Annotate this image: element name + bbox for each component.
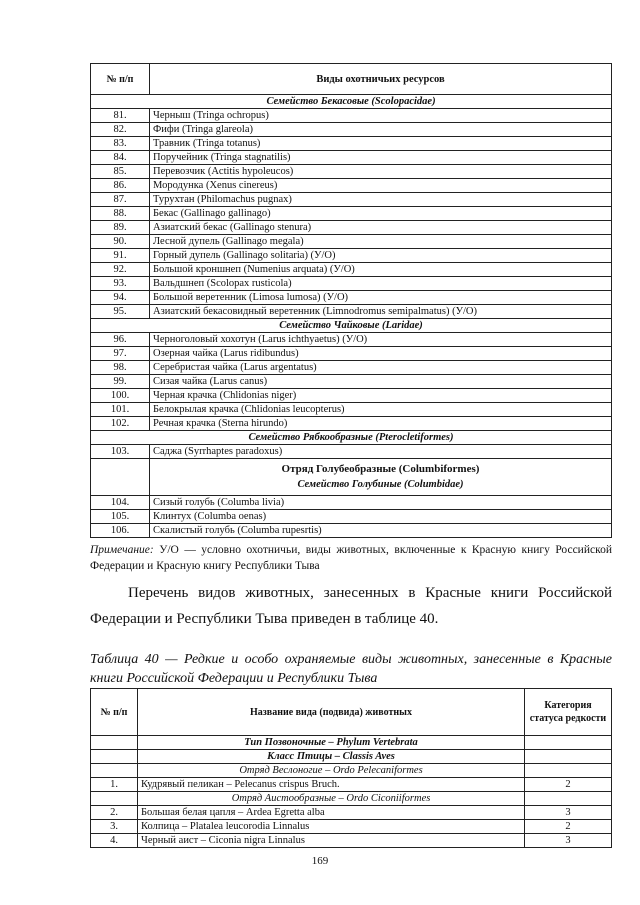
row-number: 92. [91,263,150,277]
table-row [91,417,612,431]
species-name: Большой кроншнеп (Numenius arquata) (У/О) [150,263,612,277]
row-number: 101. [91,403,150,417]
species-name: Речная крачка (Sterna hirundo) [150,417,612,431]
family-heading: Семейство Рябкообразные (Pterocletiformes) [91,431,612,445]
species-name: Сизый голубь (Columba livia) [150,496,612,510]
table-row [91,123,612,137]
row-number: 105. [91,510,150,524]
header-number: № п/п [91,689,138,736]
species-name: Черныш (Tringa ochropus) [150,109,612,123]
species-name: Скалистый голубь (Columba rupesrtis) [150,524,612,538]
header-species-name: Название вида (подвида) животных [138,689,525,736]
species-name: Фифи (Tringa glareola) [150,123,612,137]
table-row [91,778,612,792]
taxon-heading: Отряд Аистообразные – Ordo Ciconiiformes [138,792,525,806]
species-name: Большой веретенник (Limosa lumosa) (У/О) [150,291,612,305]
table-row [91,165,612,179]
table-note [90,542,612,574]
table-row [91,375,612,389]
species-name: Колпица – Platalea leucorodia Linnalus [138,820,525,834]
row-number: 88. [91,207,150,221]
table-row [91,820,612,834]
taxon-heading: Класс Птицы – Classis Aves [138,750,525,764]
table-caption: Таблица 40 — Редкие и особо охраняемые виды животных, занесенные в Красные книги Российской Федерации и Республики Тыва [90,652,612,686]
row-number: 106. [91,524,150,538]
species-name: Мородунка (Xenus cinereus) [150,179,612,193]
row-number: 81. [91,109,150,123]
order-title: Отряд Голубеобразные (Columbiformes) [281,463,480,475]
empty-status-cell [525,750,612,764]
table-row [91,806,612,820]
species-name: Большая белая цапля – Ardea Egretta alba [138,806,525,820]
hunting-resources-body [91,95,612,538]
table-row [91,403,612,417]
table-row [91,510,612,524]
species-name: Азиатский бекасовидный веретенник (Limnodromus semipalmatus) (У/О) [150,305,612,319]
order-family-subtitle: Семейство Голубиные (Columbidae) [297,479,464,490]
species-name: Белокрылая крачка (Chlidonias leucopterus) [150,403,612,417]
table-row [91,333,612,347]
taxon-heading: Тип Позвоночные – Phylum Vertebrata [138,736,525,750]
table-row [91,263,612,277]
row-number: 103. [91,445,150,459]
table-row [91,277,612,291]
species-name: Серебристая чайка (Larus argentatus) [150,361,612,375]
header-number: № п/п [91,64,150,95]
species-name: Кудрявый пеликан – Pelecanus crispus Bruch. [138,778,525,792]
species-name: Озерная чайка (Larus ridibundus) [150,347,612,361]
table-header-row [91,64,612,95]
taxon-row [91,750,612,764]
note-text: У/О — условно охотничьи, виды животных, включенные к Красную книгу Российской Федерации и Красную книгу Республики Тыва [90,544,612,572]
species-name: Черный аист – Ciconia nigra Linnalus [138,834,525,848]
header-species: Виды охотничьих ресурсов [150,64,612,95]
row-number: 94. [91,291,150,305]
table-row [91,109,612,123]
species-name: Саджа (Syrrhaptes paradoxus) [150,445,612,459]
table-row [91,137,612,151]
table-row [91,347,612,361]
row-number: 86. [91,179,150,193]
row-number: 102. [91,417,150,431]
row-number: 104. [91,496,150,510]
species-name: Горный дупель (Gallinago solitaria) (У/О) [150,249,612,263]
row-number: 90. [91,235,150,249]
empty-number-cell [91,792,138,806]
species-name: Клинтух (Columba oenas) [150,510,612,524]
table-row [91,524,612,538]
red-book-species-table [90,688,612,848]
status-category: 3 [525,834,612,848]
table-row [91,151,612,165]
hunting-resources-table [90,63,612,538]
red-book-species-body [91,736,612,848]
species-name: Азиатский бекас (Gallinago stenura) [150,221,612,235]
table-row [91,305,612,319]
row-number: 82. [91,123,150,137]
species-name: Сизая чайка (Larus canus) [150,375,612,389]
taxon-row [91,792,612,806]
table-row [91,221,612,235]
row-number: 84. [91,151,150,165]
species-name: Черноголовый хохотун (Larus ichthyaetus) (У/О) [150,333,612,347]
empty-number-cell [91,764,138,778]
table-row [91,291,612,305]
empty-status-cell [525,792,612,806]
table-row [91,249,612,263]
empty-status-cell [525,764,612,778]
row-number: 1. [91,778,138,792]
family-row [91,319,612,333]
family-heading: Семейство Чайковые (Laridae) [91,319,612,333]
row-number: 83. [91,137,150,151]
table-row [91,389,612,403]
row-number: 97. [91,347,150,361]
species-name: Турухтан (Philomachus pugnax) [150,193,612,207]
empty-number-cell [91,750,138,764]
status-category: 2 [525,820,612,834]
species-name: Черная крачка (Chlidonias niger) [150,389,612,403]
table-row [91,235,612,249]
status-category: 2 [525,778,612,792]
taxon-heading: Отряд Веслоногие – Ordo Pelecaniformes [138,764,525,778]
header-status: Категория статуса редкости [525,689,612,736]
empty-number-cell [91,736,138,750]
row-number: 99. [91,375,150,389]
note-label: Примечание: [90,544,154,556]
row-number: 100. [91,389,150,403]
taxon-row [91,764,612,778]
row-number: 93. [91,277,150,291]
row-number: 96. [91,333,150,347]
table-header-row [91,689,612,736]
row-number: 2. [91,806,138,820]
row-number: 85. [91,165,150,179]
taxon-row [91,736,612,750]
row-number: 89. [91,221,150,235]
row-number: 98. [91,361,150,375]
species-name: Травник (Tringa totanus) [150,137,612,151]
order-row [91,459,612,496]
row-number: 87. [91,193,150,207]
row-number: 91. [91,249,150,263]
family-row [91,95,612,109]
species-name: Лесной дупель (Gallinago megala) [150,235,612,249]
page-number: 169 [311,855,329,867]
species-name: Бекас (Gallinago gallinago) [150,207,612,221]
table-row [91,834,612,848]
table-row [91,193,612,207]
order-heading [150,459,612,496]
table-row [91,496,612,510]
table-row [91,361,612,375]
family-row [91,431,612,445]
table-row [91,179,612,193]
table-row [91,445,612,459]
body-paragraph: Перечень видов животных, занесенных в Красные книги Российской Федерации и Республики Тыва приведен в таблице 40. [90,585,612,627]
table-row [91,207,612,221]
species-name: Поручейник (Tringa stagnatilis) [150,151,612,165]
empty-status-cell [525,736,612,750]
species-name: Вальдшнеп (Scolopax rusticola) [150,277,612,291]
order-number-cell [91,459,150,496]
row-number: 95. [91,305,150,319]
family-heading: Семейство Бекасовые (Scolopacidae) [91,95,612,109]
row-number: 4. [91,834,138,848]
status-category: 3 [525,806,612,820]
row-number: 3. [91,820,138,834]
species-name: Перевозчик (Actitis hypoleucos) [150,165,612,179]
